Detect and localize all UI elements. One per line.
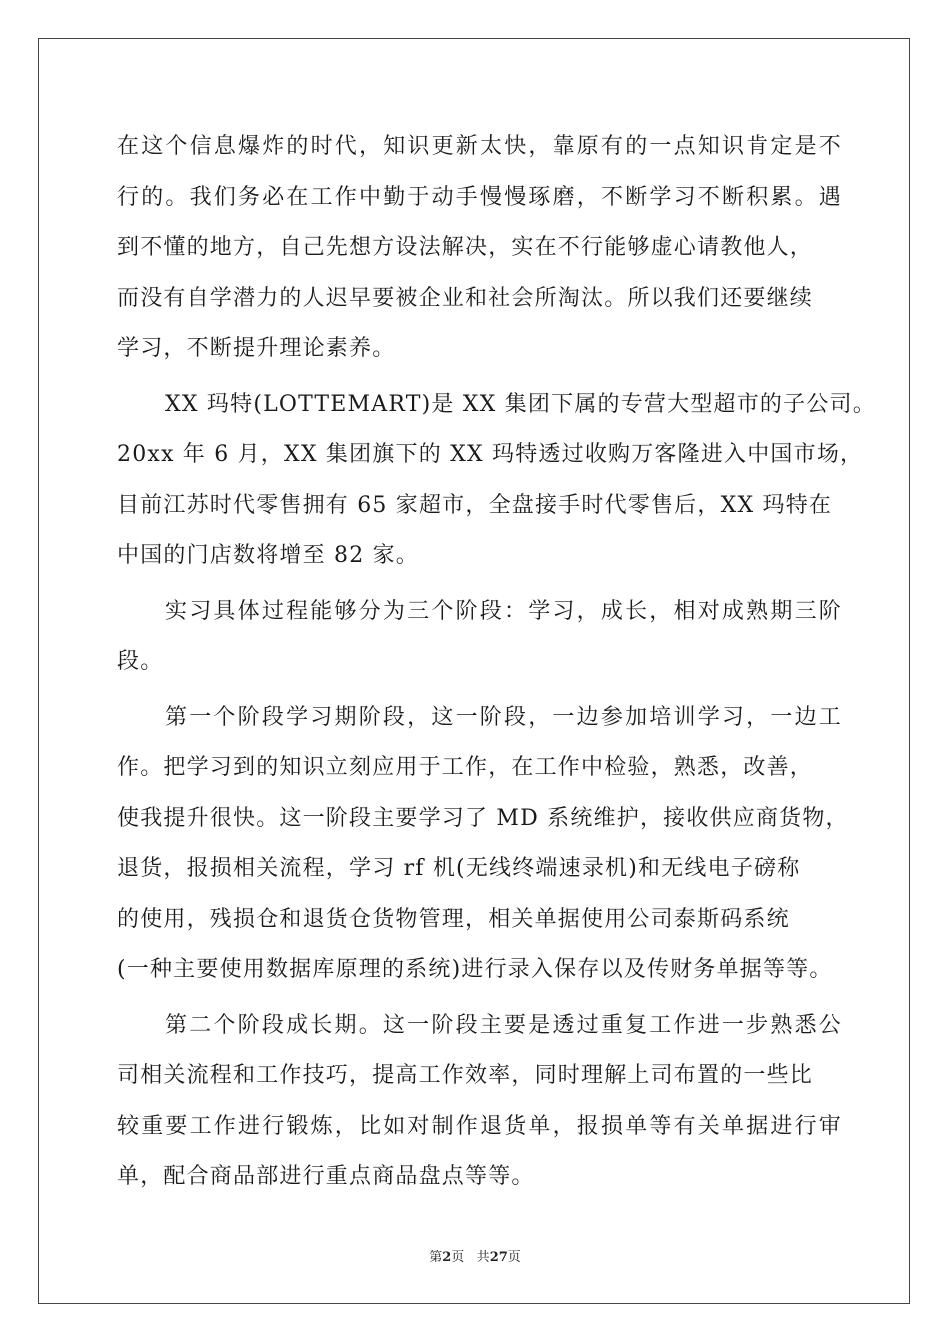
text-line: 中国的门店数将增至 82 家。	[117, 543, 419, 568]
document-body	[117, 122, 876, 1203]
paragraph	[117, 380, 876, 582]
text-line: 行的。我们务必在工作中勤于动手慢慢琢磨，不断学习不断积累。遇	[117, 184, 842, 210]
text-line: 较重要工作进行锻炼，比如对制作退货单，报损单等有关单据进行审	[117, 1113, 842, 1139]
text-line: 作。把学习到的知识立刻应用于工作，在工作中检验，熟悉，改善，	[117, 755, 814, 780]
text-line: 第一个阶段学习期阶段，这一阶段，一边参加培训学习，一边工	[165, 704, 842, 730]
text-line: 而没有自学潜力的人迟早要被企业和社会所淘汰。所以我们还要继续	[117, 285, 814, 311]
text-line: 使我提升很快。这一阶段主要学习了 MD 系统维护，接收供应商货物，	[117, 805, 849, 831]
paragraph	[117, 122, 842, 375]
footer-page-suffix: 页	[451, 1250, 465, 1265]
text-line: 学习，不断提升理论素养。	[117, 336, 396, 361]
paragraph	[117, 693, 849, 996]
text-line: 单，配合商品部进行重点商品盘点等等。	[117, 1164, 535, 1189]
text-line: 实习具体过程能够分为三个阶段：学习，成长，相对成熟期三阶	[165, 598, 842, 624]
text-line: 的使用，残损仓和退货仓货物管理，相关单据使用公司泰斯码系统	[117, 906, 790, 932]
footer-total-suffix: 页	[507, 1250, 521, 1265]
text-line: 在这个信息爆炸的时代，知识更新太快，靠原有的一点知识肯定是不	[117, 134, 842, 159]
page-footer	[0, 1246, 950, 1265]
footer-total-pages: 27	[489, 1250, 508, 1265]
text-line: 退货，报损相关流程，学习 rf 机(无线终端速录机)和无线电子磅称	[117, 856, 801, 881]
text-line: 司相关流程和工作技巧，提高工作效率，同时理解上司布置的一些比	[117, 1063, 814, 1088]
text-line: 20xx 年 6 月，XX 集团旗下的 XX 玛特透过收购万客隆进入中国市场，	[117, 442, 864, 467]
text-line: 到不懂的地方，自己先想方设法解决，实在不行能够虚心请教他人，	[117, 235, 814, 260]
text-line: 段。	[117, 649, 164, 674]
footer-page-number: 2	[442, 1250, 452, 1265]
paragraph	[117, 587, 842, 688]
text-line: 第二个阶段成长期。这一阶段主要是透过重复工作进一步熟悉公	[165, 1012, 842, 1038]
paragraph	[117, 1001, 842, 1203]
text-line: (一种主要使用数据库原理的系统)进行录入保存以及传财务单据等等。	[117, 957, 833, 982]
footer-page-prefix: 第	[429, 1250, 443, 1265]
text-line: 目前江苏时代零售拥有 65 家超市，全盘接手时代零售后，XX 玛特在	[117, 492, 833, 518]
footer-total-prefix: 共	[476, 1250, 490, 1265]
text-line: XX 玛特(LOTTEMART)是 XX 集团下属的专营大型超市的子公司。	[165, 391, 876, 417]
